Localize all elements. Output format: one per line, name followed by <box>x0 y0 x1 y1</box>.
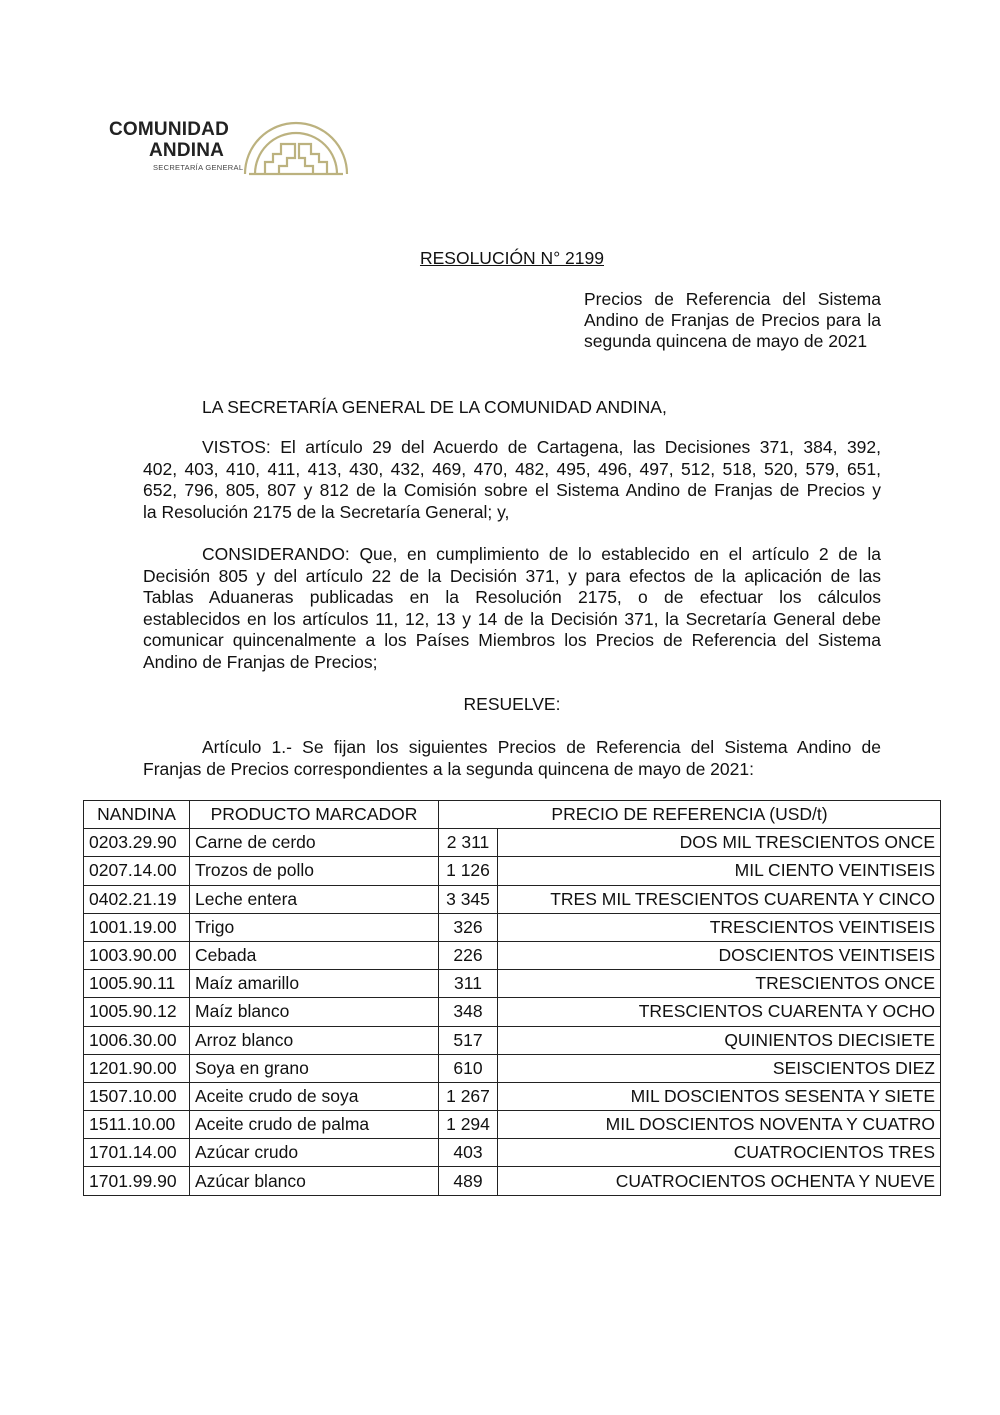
nandina-cell: 1005.90.11 <box>84 970 190 998</box>
price-words-cell: TRESCIENTOS VEINTISEIS <box>498 913 941 941</box>
paragraph-line: Tablas Aduaneras publicadas en la Resolución 2175, o de efectuar los cálculos <box>143 587 881 607</box>
price-number-cell: 610 <box>439 1054 498 1082</box>
product-cell: Azúcar crudo <box>190 1139 439 1167</box>
price-words-cell: CUATROCIENTOS TRES <box>498 1139 941 1167</box>
price-number-cell: 326 <box>439 913 498 941</box>
considerando-paragraph <box>143 544 881 673</box>
price-number-cell: 517 <box>439 1026 498 1054</box>
nandina-cell: 0207.14.00 <box>84 857 190 885</box>
resolution-subject <box>584 289 881 352</box>
price-number-cell: 3 345 <box>439 885 498 913</box>
price-words-cell: TRESCIENTOS ONCE <box>498 970 941 998</box>
price-number-cell: 226 <box>439 941 498 969</box>
price-number-cell: 311 <box>439 970 498 998</box>
table-row <box>84 1167 941 1195</box>
price-words-cell: MIL CIENTO VEINTISEIS <box>498 857 941 885</box>
table-row <box>84 913 941 941</box>
table-header-row <box>84 801 941 829</box>
vistos-paragraph <box>143 437 881 523</box>
product-cell: Aceite crudo de palma <box>190 1111 439 1139</box>
paragraph-line: la Resolución 2175 de la Secretaría General; y, <box>143 501 510 522</box>
resolution-title: RESOLUCIÓN N° 2199 <box>419 248 604 268</box>
product-cell: Soya en grano <box>190 1054 439 1082</box>
nandina-cell: 1511.10.00 <box>84 1111 190 1139</box>
header-nandina: NANDINA <box>84 801 190 829</box>
paragraph-line: Decisión 805 y del artículo 22 de la Decisión 371, y para efectos de la aplicación de las <box>143 565 881 586</box>
price-number-cell: 1 126 <box>439 857 498 885</box>
product-cell: Azúcar blanco <box>190 1167 439 1195</box>
subject-line: Andino de Franjas de Precios para la <box>584 310 881 330</box>
header-price: PRECIO DE REFERENCIA (USD/t) <box>439 801 941 829</box>
product-cell: Leche entera <box>190 885 439 913</box>
logo-line-3: SECRETARÍA GENERAL <box>153 163 244 172</box>
logo-line-2: ANDINA <box>149 140 225 161</box>
paragraph-line: Artículo 1.- Se fijan los siguientes Precios de Referencia del Sistema Andino de <box>202 737 881 757</box>
price-number-cell: 348 <box>439 998 498 1026</box>
price-words-cell: TRES MIL TRESCIENTOS CUARENTA Y CINCO <box>498 885 941 913</box>
paragraph-line: Andino de Franjas de Precios; <box>143 651 378 672</box>
product-cell: Aceite crudo de soya <box>190 1082 439 1110</box>
nandina-cell: 1001.19.00 <box>84 913 190 941</box>
price-words-cell: CUATROCIENTOS OCHENTA Y NUEVE <box>498 1167 941 1195</box>
paragraph-line: Franjas de Precios correspondientes a la segunda quincena de mayo de 2021: <box>143 758 754 779</box>
product-cell: Trigo <box>190 913 439 941</box>
nandina-cell: 0402.21.19 <box>84 885 190 913</box>
table-row <box>84 885 941 913</box>
nandina-cell: 1003.90.00 <box>84 941 190 969</box>
nandina-cell: 1201.90.00 <box>84 1054 190 1082</box>
product-cell: Maíz amarillo <box>190 970 439 998</box>
price-number-cell: 1 294 <box>439 1111 498 1139</box>
table-row <box>84 829 941 857</box>
paragraph-line: 652, 796, 805, 807 y 812 de la Comisión sobre el Sistema Andino de Franjas de Precios y <box>143 480 881 500</box>
price-words-cell: DOSCIENTOS VEINTISEIS <box>498 941 941 969</box>
resuelve-heading: RESUELVE: <box>463 694 561 714</box>
price-words-cell: SEISCIENTOS DIEZ <box>498 1054 941 1082</box>
table-row <box>84 970 941 998</box>
table-row <box>84 941 941 969</box>
nandina-cell: 1701.99.90 <box>84 1167 190 1195</box>
nandina-cell: 1005.90.12 <box>84 998 190 1026</box>
nandina-cell: 0203.29.90 <box>84 829 190 857</box>
logo-line-1: COMUNIDAD <box>109 119 230 140</box>
issuer-heading: LA SECRETARÍA GENERAL DE LA COMUNIDAD ANDINA, <box>202 397 667 417</box>
price-number-cell: 1 267 <box>439 1082 498 1110</box>
price-number-cell: 489 <box>439 1167 498 1195</box>
comunidad-andina-logo <box>107 116 347 178</box>
table-row <box>84 998 941 1026</box>
subject-line: Precios de Referencia del Sistema <box>584 289 881 309</box>
paragraph-line: establecidos en los artículos 11, 12, 13 y 14 de la Decisión 371, la Secretaría General debe <box>143 608 881 629</box>
articulo-paragraph <box>143 737 881 780</box>
price-words-cell: TRESCIENTOS CUARENTA Y OCHO <box>498 998 941 1026</box>
price-words-cell: MIL DOSCIENTOS NOVENTA Y CUATRO <box>498 1111 941 1139</box>
paragraph-line: VISTOS: El artículo 29 del Acuerdo de Cartagena, las Decisiones 371, 384, 392, <box>202 437 881 457</box>
price-number-cell: 403 <box>439 1139 498 1167</box>
table-row <box>84 1054 941 1082</box>
table-row <box>84 1111 941 1139</box>
product-cell: Cebada <box>190 941 439 969</box>
paragraph-line: comunicar quincenalmente a los Países Miembros los Precios de Referencia del Sistema <box>143 630 881 650</box>
nandina-cell: 1507.10.00 <box>84 1082 190 1110</box>
table-row <box>84 857 941 885</box>
table-row <box>84 1026 941 1054</box>
product-cell: Arroz blanco <box>190 1026 439 1054</box>
nandina-cell: 1701.14.00 <box>84 1139 190 1167</box>
paragraph-line: 402, 403, 410, 411, 413, 430, 432, 469, 470, 482, 495, 496, 497, 512, 518, 520, 579, 651, <box>143 458 881 479</box>
reference-price-table <box>83 800 941 1196</box>
price-number-cell: 2 311 <box>439 829 498 857</box>
table-row <box>84 1139 941 1167</box>
price-words-cell: DOS MIL TRESCIENTOS ONCE <box>498 829 941 857</box>
price-words-cell: QUINIENTOS DIECISIETE <box>498 1026 941 1054</box>
table-row <box>84 1082 941 1110</box>
price-words-cell: MIL DOSCIENTOS SESENTA Y SIETE <box>498 1082 941 1110</box>
paragraph-line: CONSIDERANDO: Que, en cumplimiento de lo establecido en el artículo 2 de la <box>202 544 881 564</box>
subject-line: segunda quincena de mayo de 2021 <box>584 331 868 351</box>
header-product: PRODUCTO MARCADOR <box>190 801 439 829</box>
product-cell: Carne de cerdo <box>190 829 439 857</box>
nandina-cell: 1006.30.00 <box>84 1026 190 1054</box>
andean-arch-icon <box>243 118 349 176</box>
product-cell: Trozos de pollo <box>190 857 439 885</box>
product-cell: Maíz blanco <box>190 998 439 1026</box>
